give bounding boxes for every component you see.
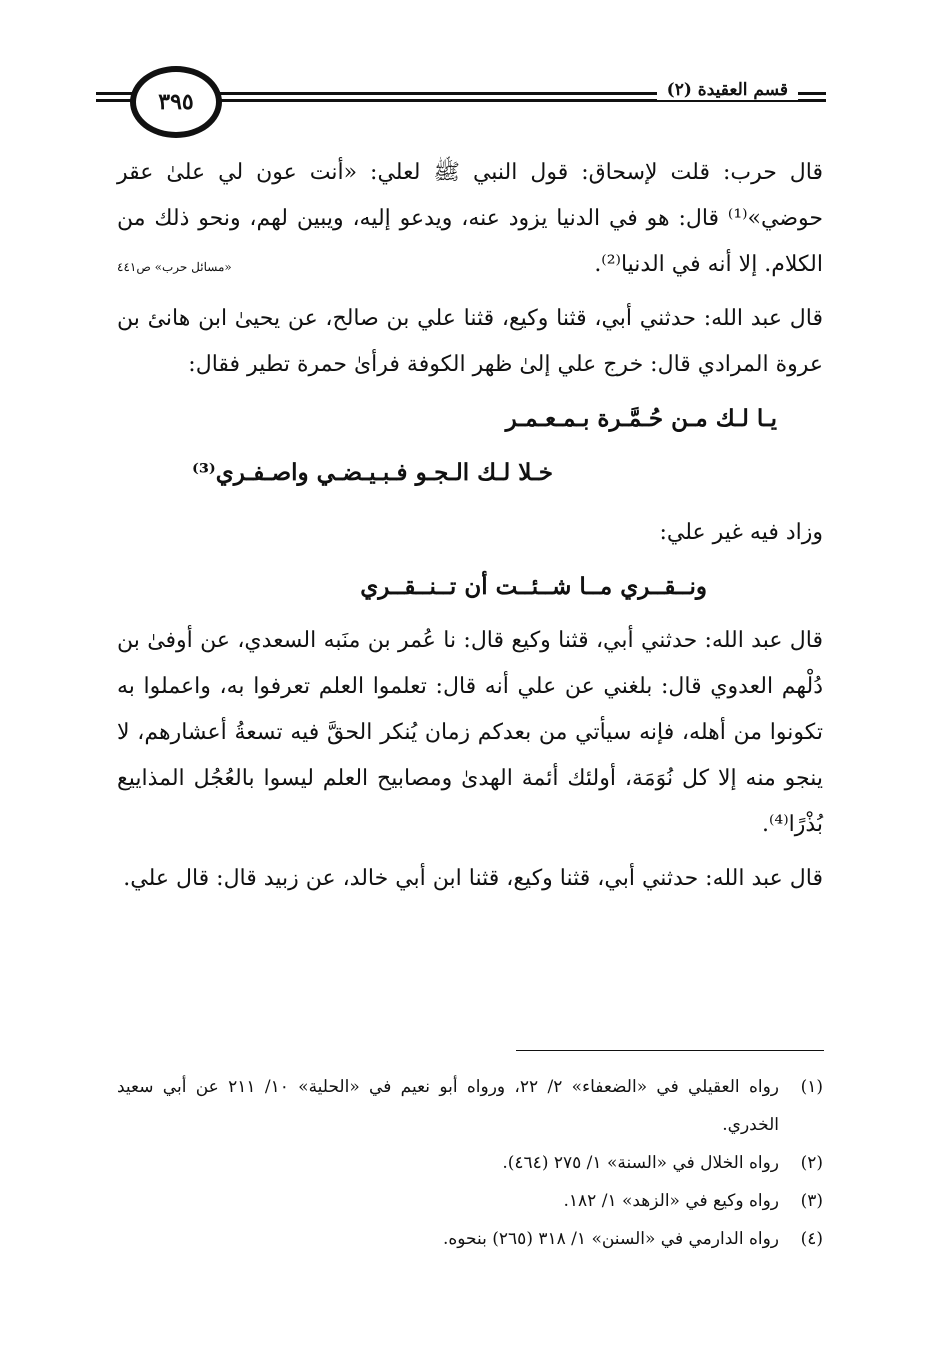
paragraph-abdullah-2: قال عبد الله: حدثني أبي، قثنا وكيع قال: نا عُمر بن منَبه السعدي، عن أوفىٰ بن دُلْهم العدوي قال: بلغني عن علي أنه قال: تعلموا العلم تعرفوا به، واعملوا به تكونوا من أهله، فإنه سيأتي من بعدكم زمان يُنكر الحقَّ فيه تسعةُ أعشارهم، لا ينجو منه إلا كل نُوَمَة، أولئك أئمة الهدىٰ ومصابيح العلم ليسوا بالعُجُل المذاييع بُذْرًا⁽⁴⁾. xyxy=(117,628,823,837)
poem-verse-1: يـا لـك مـن حُـمَّـرة بـمـعـمـر xyxy=(505,405,777,432)
footnotes xyxy=(117,1068,823,1258)
footnote-text: رواه الخلال في «السنة» ١/ ٢٧٥ (٤٦٤). xyxy=(502,1153,779,1173)
footnote-separator xyxy=(516,1050,824,1051)
poem-verse-2: خـلا لـك الـجـو فـبـيـضـي واصـفـري⁽³⁾ xyxy=(191,459,553,486)
source-note: «مسائل حرب» ص٤٤١ xyxy=(117,260,232,274)
page-number: ٣٩٥ xyxy=(158,89,194,115)
footnote-number: (٤) xyxy=(800,1229,823,1249)
footnote-number: (٣) xyxy=(800,1191,823,1211)
footnote-item xyxy=(117,1144,823,1182)
footnote-item xyxy=(117,1220,823,1258)
paragraph-text: قال حرب: قلت لإسحاق: قول النبي ﷺ لعلي: «أنت عون لي علىٰ عقر حوضي»⁽¹⁾ قال: هو في الدنيا يزود عنه، ويدعو إليه، ويبين لهم، ونحو ذلك من الكلام. إلا أنه في الدنيا⁽²⁾. xyxy=(117,160,823,277)
footnote-text: رواه العقيلي في «الضعفاء» ٢/ ٢٢، ورواه أبو نعيم في «الحلية» ١٠/ ٢١١ عن أبي سعيد الخدري. xyxy=(117,1077,780,1135)
page-number-badge xyxy=(130,66,222,138)
page-header xyxy=(96,66,826,132)
paragraph-abdullah-3: قال عبد الله: حدثني أبي، قثنا وكيع، قثنا ابن أبي خالد، عن زبيد قال: قال علي. xyxy=(123,866,823,891)
verse-intro: وزاد فيه غير علي: xyxy=(659,520,823,545)
footnote-text: رواه الدارمي في «السنن» ١/ ٣١٨ (٢٦٥) بنحوه. xyxy=(442,1229,779,1249)
footnote-text: رواه وكيع في «الزهد» ١/ ١٨٢. xyxy=(563,1191,779,1211)
paragraph-harb xyxy=(117,150,823,288)
footnote-number: (٢) xyxy=(800,1153,823,1173)
footnote-number: (١) xyxy=(800,1077,823,1097)
main-text xyxy=(117,150,823,902)
paragraph-text: قال عبد الله: حدثني أبي، قثنا وكيع، قثنا علي بن صالح، عن يحيىٰ ابن هانئ بن عروة المرادي قال: خرج علي إلىٰ ظهر الكوفة فرأىٰ حمرة تطير فقال: xyxy=(117,306,823,377)
footnote-item xyxy=(117,1182,823,1220)
poem-verse-3: ونــقــري مــا شــئــت أن تــنــقــري xyxy=(360,573,707,600)
paragraph-abdullah-1 xyxy=(117,296,823,388)
running-title: قسم العقيدة (٢) xyxy=(657,80,798,100)
footnote-item xyxy=(117,1068,823,1144)
